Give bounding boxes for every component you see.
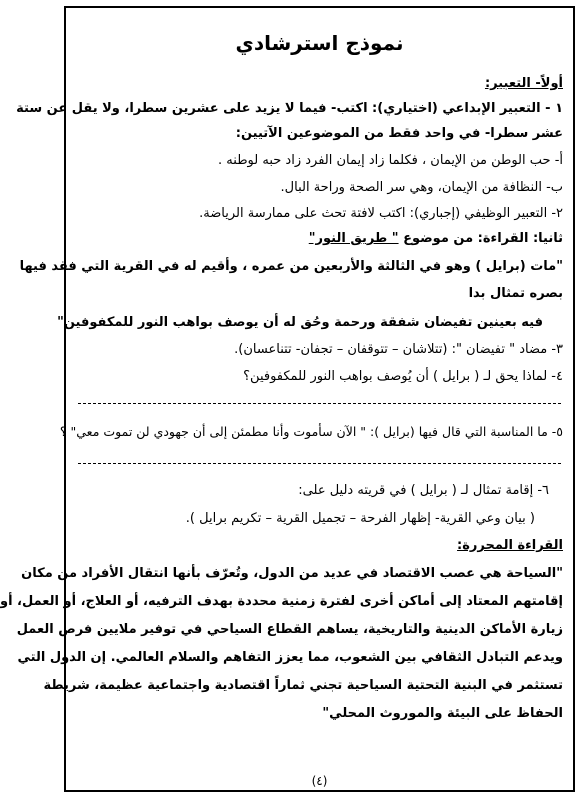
free-reading-line: الحفاظ على البيئة والموروث المحلي" — [322, 706, 563, 721]
dashed-divider — [78, 403, 561, 404]
expression-q1-line1: ١ - التعبير الإبداعي (اختياري): اكتب- فيما لا يزيد على عشرين سطرا، ولا يقل عن ستة — [16, 101, 563, 116]
page-title: نموذج استرشادي — [235, 31, 404, 55]
dashed-divider — [78, 463, 561, 464]
expression-q1-line2: عشر سطرا- في واحد فقط من الموضوعين الآتيين: — [235, 126, 563, 141]
expression-topic-a: أ- حب الوطن من الإيمان ، فكلما زاد إيمان الفرد زاد حبه لوطنه . — [218, 153, 563, 168]
expression-topic-b: ب- النظافة من الإيمان، وهي سر الصحة وراحة البال. — [280, 180, 563, 195]
reading-q6: ٦- إقامة تمثال لـ ( برايل ) في قريته دليل على: — [298, 483, 549, 498]
reading-q4: ٤- لماذا يحق لـ ( برايل ) أن يُوصف بواهب النور للمكفوفين؟ — [243, 369, 563, 384]
free-reading-heading: القراءة المحررة: — [457, 538, 563, 553]
reading-q3: ٣- مضاد " تفيضان ": (تتلاشان – تتوقفان – تجفان- تتناعسان). — [234, 342, 563, 357]
expression-q2: ٢- التعبير الوظيفي (إجباري): اكتب لافتة تحث على ممارسة الرياضة. — [199, 206, 563, 221]
expression-heading: أولاً- التعبير: — [484, 76, 563, 91]
free-reading-line: ويدعم التبادل الثقافي بين الشعوب، مما يعزز التفاهم والسلام العالمي. إن الدول التي — [17, 650, 563, 665]
reading-passage-line2: بصره تمثال بدا — [468, 286, 563, 301]
reading-passage-line1: "مات (برايل ) وهو في الثالثة والأربعين من عمره ، وأقيم له في القرية التي فقد فيها — [19, 259, 563, 274]
reading-heading — [76, 229, 563, 249]
free-reading-line: زيارة الأماكن الدينية والتاريخية، يساهم القطاع السياحي في توفير ملايين فرص العمل — [16, 622, 563, 637]
page-number-text: (٤) — [311, 774, 328, 788]
worksheet-page — [0, 6, 575, 792]
page-number — [66, 774, 573, 788]
reading-q5: ٥- ما المناسبة التي قال فيها (برايل ): " الآن سأموت وأنا مطمئن إلى أن جهودي لن تموت معي" ؟ — [59, 424, 563, 439]
free-reading-line: "السياحة هي عصب الاقتصاد في عديد من الدول، وتُعرّف بأنها انتقال الأفراد من مكان — [21, 566, 563, 581]
reading-passage-line3: فيه بعينين تفيضان شفقة ورحمة وحُق له أن يوصف بواهب النور للمكفوفين" — [57, 315, 543, 330]
reading-heading-topic: " طريق النور" — [308, 231, 399, 246]
free-reading-line: إقامتهم المعتاد إلى أماكن أخرى لفترة زمنية محددة بهدف الترفيه، أو العلاج، أو العمل، أو — [0, 594, 563, 609]
reading-q6-options: ( بيان وعي القرية- إظهار الفرحة – تجميل القرية – تكريم برايل ). — [185, 511, 535, 526]
reading-heading-prefix: ثانيا: القراءة: من موضوع — [403, 231, 563, 246]
free-reading-line: تستثمر في البنية التحتية السياحية تجني ثماراً اقتصادية واجتماعية عظيمة، شريطة — [43, 678, 563, 693]
